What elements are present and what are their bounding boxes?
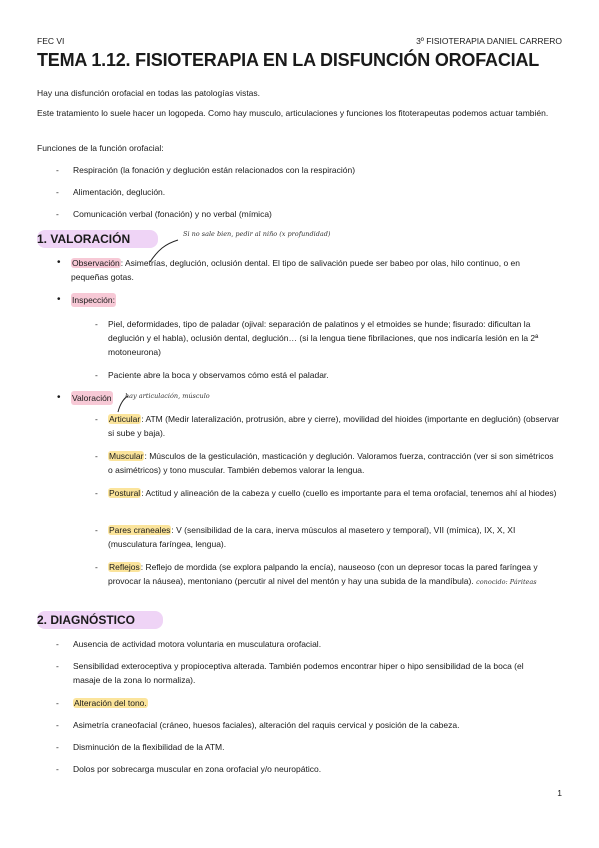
function-text: Comunicación verbal (fonación) y no verbal (mímica) — [73, 209, 272, 219]
dash-marker: - — [95, 488, 98, 498]
dash-marker: - — [56, 187, 59, 197]
header-left: FEC VI — [37, 36, 65, 46]
highlighted-text: Alteración del tono. — [74, 698, 147, 708]
bullet-marker: • — [57, 294, 61, 305]
item-label: Pares craneales — [109, 525, 171, 535]
dash-marker: - — [95, 414, 98, 424]
dash-marker: - — [56, 639, 59, 649]
dash-marker: - — [56, 165, 59, 175]
bullet-marker: • — [57, 392, 61, 403]
handwritten-note: conocido: Páriteas — [476, 578, 537, 586]
heading-text: 2. DIAGNÓSTICO — [37, 611, 163, 629]
diagnostico-text: Ausencia de actividad motora voluntaria en musculatura orofacial. — [73, 639, 322, 649]
dash-marker: - — [95, 370, 98, 380]
header-right: 3º FISIOTERAPIA DANIEL CARRERO — [416, 36, 562, 46]
heading-text: 1. VALORACIÓN — [37, 230, 158, 248]
dash-marker: - — [95, 319, 98, 329]
item-label: Reflejos — [109, 562, 140, 572]
dash-marker: - — [95, 525, 98, 535]
item-body: : ATM (Medir lateralización, protrusión, abre y cierre), movilidad del hioides (importante en deglución) (observar si sube y baja). — [108, 414, 560, 438]
diagnostico-text: Disminución de la flexibilidad de la ATM. — [73, 742, 225, 752]
bullet-marker: • — [57, 257, 61, 268]
item-label: Muscular — [109, 451, 144, 461]
dash-marker: - — [56, 764, 59, 774]
diagnostico-text: Asimetría craneofacial (cráneo, huesos faciales), alteración del raquis cervical y posición de la cabeza. — [73, 720, 460, 730]
function-text: Alimentación, deglución. — [73, 187, 166, 197]
dash-marker: - — [56, 698, 59, 708]
intro-paragraph-1: Hay una disfunción orofacial en todas las patologías vistas. — [37, 88, 261, 98]
dash-marker: - — [56, 661, 59, 671]
item-body: : Músculos de la gesticulación, masticación y deglución. Valoramos fuerza, contracción (ver si son simétricos o asimétricos) y tono muscular. También debemos valorar la lengua. — [108, 451, 554, 475]
inspeccion-text: Piel, deformidades, tipo de paladar (ojival: separación de palatinos y el etmoides se hunde; fisurado: dificultan la deglución y el habla), oclusión dental, deglución… (si la lengua tiene fibrilaciones, que nos indicaría lesión en la 2ª motoneurona) — [108, 319, 539, 357]
item-body: : Reflejo de mordida (se explora palpando la encía), nauseoso (con un depresor tocas la pared faríngea y provocar la náusea), mentoniano (percutir al nivel del mentón y hay una subida de la mandíbula). — [108, 562, 538, 586]
function-text: Respiración (la fonación y deglución están relacionados con la respiración) — [73, 165, 356, 175]
valoracion-label: Valoración — [72, 393, 112, 403]
diagnostico-text: Dolos por sobrecarga muscular en zona orofacial y/o neuropático. — [73, 764, 322, 774]
dash-marker: - — [56, 209, 59, 219]
observacion-body: : Asimetrías, deglución, oclusión dental. El tipo de salivación puede ser babeo por olas, hilo continuo, o en pequeñas gotas. — [71, 258, 520, 282]
dash-marker: - — [56, 742, 59, 752]
item-body: : Actitud y alineación de la cabeza y cuello (cuello es importante para el tema orofacial, tenemos ahí al hiodes) — [141, 488, 557, 498]
intro-paragraph-2: Este tratamiento lo suele hacer un logopeda. Como hay musculo, articulaciones y funciones los fitoterapeutas podemos actuar también. — [37, 108, 549, 118]
intro-paragraph-3: Funciones de la función orofacial: — [37, 143, 164, 153]
dash-marker: - — [95, 562, 98, 572]
item-label: Articular — [109, 414, 141, 424]
page-title: TEMA 1.12. FISIOTERAPIA EN LA DISFUNCIÓN OROFACIAL — [37, 50, 540, 70]
inspeccion-label: Inspección: — [72, 295, 115, 305]
item-label: Postural — [109, 488, 141, 498]
page-number: 1 — [557, 788, 562, 798]
diagnostico-text: Sensibilidad exteroceptiva y propioceptiva alterada. También podemos encontrar hiper o hipo sensibilidad de la boca (el masaje de la zona lo normaliza). — [73, 661, 524, 685]
handwritten-note: Si no sale bien, pedir al niño (x profundidad) — [183, 230, 331, 238]
dash-marker: - — [56, 720, 59, 730]
dash-marker: - — [95, 451, 98, 461]
item-body: : V (sensibilidad de la cara, inerva músculos al masetero y temporal), VII (mímica), IX, X, XI (musculatura faríngea, lengua). — [108, 525, 516, 549]
inspeccion-text: Paciente abre la boca y observamos cómo está el paladar. — [108, 370, 329, 380]
observacion-label: Observación — [72, 258, 120, 268]
handwritten-note: hay articulación, músculo — [125, 392, 210, 400]
